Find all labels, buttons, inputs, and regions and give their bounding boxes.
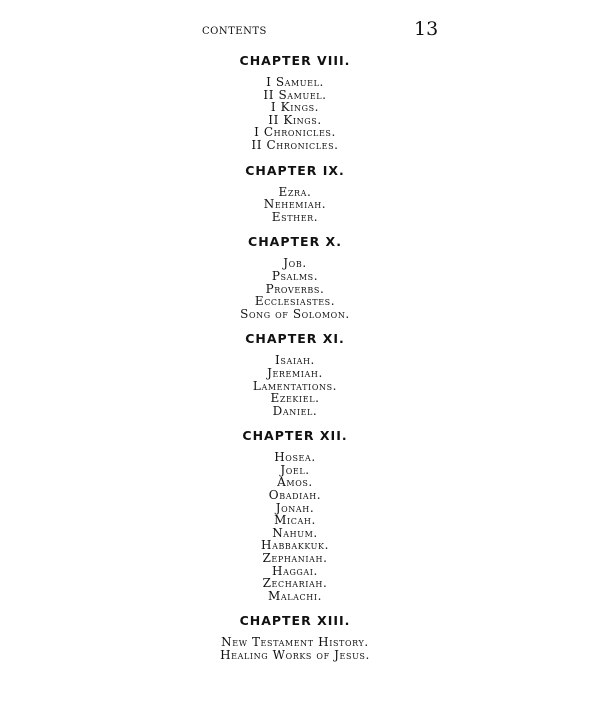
book-entry: Zephaniah. xyxy=(262,551,328,566)
book-entry: Proverbs. xyxy=(265,281,325,296)
book-entry: Daniel. xyxy=(272,403,318,418)
book-entry: Joel. xyxy=(280,462,310,477)
book-entry: Zechariah. xyxy=(262,576,328,591)
book-entry: II Samuel. xyxy=(263,87,327,102)
book-entry: Ecclesiastes. xyxy=(254,294,336,309)
chapter-section xyxy=(145,52,445,152)
chapter-section xyxy=(145,233,445,320)
book-entry: Jeremiah. xyxy=(267,365,323,380)
book-entry: Isaiah. xyxy=(275,353,315,368)
book-entry: Nehemiah. xyxy=(263,197,327,212)
book-entry: Psalms. xyxy=(271,268,319,283)
chapter-title: CHAPTER X. xyxy=(248,234,342,250)
book-entry: Ezra. xyxy=(278,184,312,199)
book-entry: I Kings. xyxy=(270,100,320,115)
chapter-section xyxy=(145,330,445,417)
book-entry: Job. xyxy=(283,256,307,271)
book-entry: Jonah. xyxy=(275,500,315,515)
book-entry: New Testament History. xyxy=(221,635,369,650)
chapter-title: CHAPTER VIII. xyxy=(239,53,351,68)
chapter-section xyxy=(145,612,445,661)
book-entry: Malachi. xyxy=(267,588,323,603)
book-list xyxy=(145,257,445,320)
chapter-title: CHAPTER XIII. xyxy=(239,613,351,629)
book-entry: Lamentations. xyxy=(252,378,338,393)
book-entry: Ezekiel. xyxy=(270,391,320,406)
book-list xyxy=(145,636,445,661)
book-list xyxy=(145,76,445,152)
book-entry: II Chronicles. xyxy=(251,137,339,152)
book-entry: I Chronicles. xyxy=(254,125,336,140)
book-list xyxy=(145,186,445,224)
book-entry: I Samuel. xyxy=(266,75,324,89)
book-list xyxy=(145,451,445,602)
page-number: 13 xyxy=(414,18,439,40)
book-entry: Nahum. xyxy=(272,525,318,540)
book-entry: Song of Solomon. xyxy=(240,306,350,321)
book-entry: Hosea. xyxy=(274,450,316,465)
chapter-title: CHAPTER XI. xyxy=(245,331,345,347)
book-list xyxy=(145,354,445,417)
chapter-title: CHAPTER IX. xyxy=(245,162,345,178)
page-header xyxy=(0,18,600,42)
book-entry: Obadiah. xyxy=(268,488,322,503)
book-entry: II Kings. xyxy=(268,112,322,127)
table-of-contents xyxy=(145,52,445,662)
running-title: contents xyxy=(202,22,267,38)
book-entry: Haggai. xyxy=(272,563,318,578)
chapter-section xyxy=(145,427,445,602)
book-entry: Habbakkuk. xyxy=(261,538,329,553)
book-entry: Esther. xyxy=(271,209,319,224)
book-entry: Amos. xyxy=(277,475,313,490)
book-entry: Micah. xyxy=(274,513,316,528)
chapter-section xyxy=(145,162,445,224)
chapter-title: CHAPTER XII. xyxy=(242,428,348,444)
book-entry: Healing Works of Jesus. xyxy=(220,648,370,662)
